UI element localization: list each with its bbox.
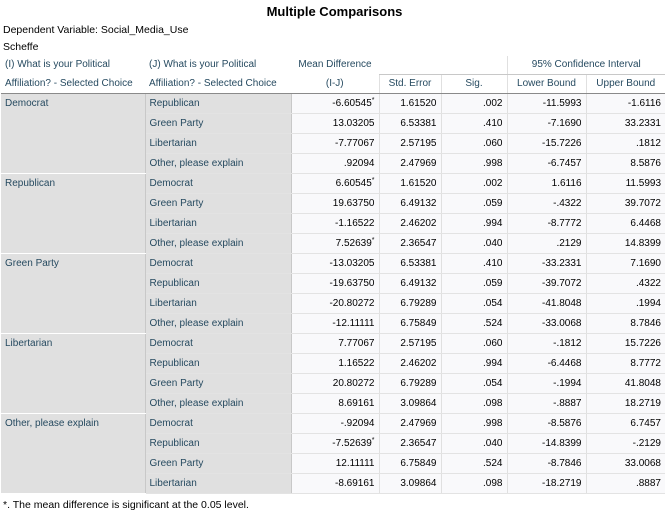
mean-difference-value: -13.03205 — [329, 258, 375, 269]
significance-marker: * — [371, 437, 375, 444]
std-error-cell: 2.46202 — [379, 214, 441, 234]
lower-bound-cell: -11.5993 — [507, 94, 586, 114]
mean-difference-cell — [291, 94, 379, 114]
upper-bound-cell: 6.7457 — [586, 414, 665, 434]
lower-bound-cell: -6.4468 — [507, 354, 586, 374]
dependent-variable-label: Dependent Variable: Social_Media_Use — [3, 24, 189, 36]
std-error-cell: 6.79289 — [379, 374, 441, 394]
comparison-label: Libertarian — [145, 474, 291, 494]
row-group-label: Democrat — [1, 94, 145, 174]
upper-bound-cell: 14.8399 — [586, 234, 665, 254]
upper-bound-cell: -.2129 — [586, 434, 665, 454]
header-sig: Sig. — [441, 75, 507, 94]
sig-cell: .410 — [441, 114, 507, 134]
lower-bound-cell: -.4322 — [507, 194, 586, 214]
lower-bound-cell: .2129 — [507, 234, 586, 254]
mean-difference-value: -20.80272 — [329, 298, 375, 309]
significance-marker: * — [371, 97, 375, 104]
mean-difference-cell — [291, 374, 379, 394]
table-body — [1, 94, 665, 494]
upper-bound-cell: 11.5993 — [586, 174, 665, 194]
header-i-line1: (I) What is your Political — [5, 59, 111, 71]
comparison-label: Republican — [145, 434, 291, 454]
mean-difference-value: -7.77067 — [335, 138, 375, 149]
upper-bound-cell: .8887 — [586, 474, 665, 494]
std-error-cell: 3.09864 — [379, 474, 441, 494]
mean-difference-value: 1.16522 — [338, 358, 375, 369]
upper-bound-cell: .1812 — [586, 134, 665, 154]
mean-difference-value: 8.69161 — [338, 398, 375, 409]
sig-cell: .410 — [441, 254, 507, 274]
row-group-label: Green Party — [1, 254, 145, 334]
header-blank-se — [379, 56, 441, 75]
mean-difference-value: -19.63750 — [329, 278, 375, 289]
comparison-label: Democrat — [145, 414, 291, 434]
lower-bound-cell: -8.7846 — [507, 454, 586, 474]
mean-difference-cell — [291, 354, 379, 374]
mean-difference-value: .92094 — [343, 158, 375, 169]
row-group-label: Other, please explain — [1, 414, 145, 494]
std-error-cell: 6.49132 — [379, 274, 441, 294]
table-row — [1, 254, 665, 274]
row-group-label: Republican — [1, 174, 145, 254]
upper-bound-cell: 8.5876 — [586, 154, 665, 174]
comparison-label: Republican — [145, 354, 291, 374]
sig-cell: .060 — [441, 134, 507, 154]
upper-bound-cell: 18.2719 — [586, 394, 665, 414]
mean-difference-cell — [291, 274, 379, 294]
comparison-label: Green Party — [145, 194, 291, 214]
std-error-cell: 1.61520 — [379, 94, 441, 114]
std-error-cell: 6.53381 — [379, 254, 441, 274]
comparison-label: Libertarian — [145, 134, 291, 154]
mean-difference-value: -8.69161 — [335, 478, 375, 489]
upper-bound-cell: 8.7846 — [586, 314, 665, 334]
sig-cell: .994 — [441, 354, 507, 374]
mean-difference-cell — [291, 154, 379, 174]
sig-cell: .998 — [441, 414, 507, 434]
comparison-label: Green Party — [145, 374, 291, 394]
sig-cell: .002 — [441, 94, 507, 114]
lower-bound-cell: -15.7226 — [507, 134, 586, 154]
std-error-cell: 1.61520 — [379, 174, 441, 194]
mean-difference-cell — [291, 314, 379, 334]
mean-difference-cell — [291, 434, 379, 454]
lower-bound-cell: -6.7457 — [507, 154, 586, 174]
sig-cell: .054 — [441, 374, 507, 394]
lower-bound-cell: -41.8048 — [507, 294, 586, 314]
comparison-label: Green Party — [145, 454, 291, 474]
std-error-cell: 6.53381 — [379, 114, 441, 134]
lower-bound-cell: 1.6116 — [507, 174, 586, 194]
mean-difference-value: 19.63750 — [332, 198, 375, 209]
comparison-label: Libertarian — [145, 294, 291, 314]
mean-difference-value: 6.60545 — [335, 178, 372, 189]
std-error-cell: 2.36547 — [379, 434, 441, 454]
upper-bound-cell: 15.7226 — [586, 334, 665, 354]
upper-bound-cell: .1994 — [586, 294, 665, 314]
lower-bound-cell: -18.2719 — [507, 474, 586, 494]
mean-difference-value: 13.03205 — [332, 118, 375, 129]
header-upper-bound: Upper Bound — [586, 75, 665, 94]
table-title: Multiple Comparisons — [266, 4, 403, 19]
sig-cell: .002 — [441, 174, 507, 194]
mean-difference-cell — [291, 214, 379, 234]
row-group-label: Libertarian — [1, 334, 145, 414]
mean-difference-cell — [291, 114, 379, 134]
lower-bound-cell: -.1812 — [507, 334, 586, 354]
header-j-line2: Affiliation? - Selected Choice — [145, 75, 291, 94]
comparison-label: Other, please explain — [145, 314, 291, 334]
std-error-cell: 2.57195 — [379, 334, 441, 354]
sig-cell: .098 — [441, 394, 507, 414]
footnote: *. The mean difference is significant at the 0.05 level. — [3, 499, 249, 511]
sig-cell: .998 — [441, 154, 507, 174]
lower-bound-cell: -33.0068 — [507, 314, 586, 334]
header-confidence-interval: 95% Confidence Interval — [507, 56, 665, 75]
std-error-cell: 6.49132 — [379, 194, 441, 214]
upper-bound-cell: 7.1690 — [586, 254, 665, 274]
table-row — [1, 94, 665, 114]
method-label: Scheffe — [3, 41, 39, 53]
comparison-label: Republican — [145, 94, 291, 114]
std-error-cell: 2.47969 — [379, 154, 441, 174]
mean-difference-cell — [291, 454, 379, 474]
std-error-cell: 2.47969 — [379, 414, 441, 434]
mean-difference-cell — [291, 254, 379, 274]
upper-bound-cell: 33.0068 — [586, 454, 665, 474]
table-row — [1, 334, 665, 354]
lower-bound-cell: -39.7072 — [507, 274, 586, 294]
mean-difference-cell — [291, 194, 379, 214]
lower-bound-cell: -33.2331 — [507, 254, 586, 274]
mean-difference-value: 7.52639 — [335, 238, 372, 249]
mean-difference-cell — [291, 174, 379, 194]
significance-marker: * — [371, 237, 375, 244]
upper-bound-cell: 41.8048 — [586, 374, 665, 394]
comparison-label: Democrat — [145, 334, 291, 354]
sig-cell: .040 — [441, 434, 507, 454]
mean-difference-value: 12.11111 — [335, 458, 375, 469]
mean-difference-cell — [291, 394, 379, 414]
sig-cell: .994 — [441, 214, 507, 234]
lower-bound-cell: -.1994 — [507, 374, 586, 394]
lower-bound-cell: -7.1690 — [507, 114, 586, 134]
mean-difference-cell — [291, 294, 379, 314]
comparison-label: Other, please explain — [145, 154, 291, 174]
upper-bound-cell: 6.4468 — [586, 214, 665, 234]
mean-difference-value: -.92094 — [340, 418, 375, 429]
upper-bound-cell: -1.6116 — [586, 94, 665, 114]
comparison-label: Republican — [145, 274, 291, 294]
mean-difference-cell — [291, 334, 379, 354]
mean-difference-value: -1.16522 — [335, 218, 375, 229]
upper-bound-cell: 39.7072 — [586, 194, 665, 214]
sig-cell: .524 — [441, 314, 507, 334]
comparison-label: Green Party — [145, 114, 291, 134]
header-mean-diff-line1: Mean Difference — [298, 59, 372, 71]
comparison-label: Other, please explain — [145, 234, 291, 254]
sig-cell: .059 — [441, 274, 507, 294]
upper-bound-cell: .4322 — [586, 274, 665, 294]
sig-cell: .524 — [441, 454, 507, 474]
sig-cell: .054 — [441, 294, 507, 314]
multiple-comparisons-table — [1, 56, 665, 494]
std-error-cell: 6.79289 — [379, 294, 441, 314]
comparison-label: Other, please explain — [145, 394, 291, 414]
significance-marker: * — [371, 177, 375, 184]
table-row — [1, 174, 665, 194]
header-i-line2: Affiliation? - Selected Choice — [1, 75, 145, 94]
comparison-label: Democrat — [145, 254, 291, 274]
header-lower-bound: Lower Bound — [507, 75, 586, 94]
mean-difference-cell — [291, 134, 379, 154]
std-error-cell: 6.75849 — [379, 454, 441, 474]
header-blank-sig — [441, 56, 507, 75]
mean-difference-value: 7.77067 — [338, 338, 375, 349]
header-mean-diff-line2: (I-J) — [291, 75, 379, 94]
std-error-cell: 6.75849 — [379, 314, 441, 334]
std-error-cell: 2.36547 — [379, 234, 441, 254]
sig-cell: .060 — [441, 334, 507, 354]
mean-difference-cell — [291, 234, 379, 254]
table-row — [1, 414, 665, 434]
std-error-cell: 2.57195 — [379, 134, 441, 154]
lower-bound-cell: -14.8399 — [507, 434, 586, 454]
mean-difference-value: -7.52639 — [332, 438, 372, 449]
lower-bound-cell: -8.7772 — [507, 214, 586, 234]
mean-difference-value: -12.11111 — [332, 318, 375, 329]
upper-bound-cell: 8.7772 — [586, 354, 665, 374]
std-error-cell: 3.09864 — [379, 394, 441, 414]
upper-bound-cell: 33.2331 — [586, 114, 665, 134]
header-j-line1: (J) What is your Political — [149, 59, 257, 71]
comparison-label: Democrat — [145, 174, 291, 194]
header-std-error: Std. Error — [379, 75, 441, 94]
sig-cell: .040 — [441, 234, 507, 254]
comparison-label: Libertarian — [145, 214, 291, 234]
mean-difference-cell — [291, 474, 379, 494]
lower-bound-cell: -.8887 — [507, 394, 586, 414]
mean-difference-value: -6.60545 — [332, 98, 372, 109]
std-error-cell: 2.46202 — [379, 354, 441, 374]
lower-bound-cell: -8.5876 — [507, 414, 586, 434]
sig-cell: .098 — [441, 474, 507, 494]
mean-difference-cell — [291, 414, 379, 434]
mean-difference-value: 20.80272 — [332, 378, 375, 389]
sig-cell: .059 — [441, 194, 507, 214]
